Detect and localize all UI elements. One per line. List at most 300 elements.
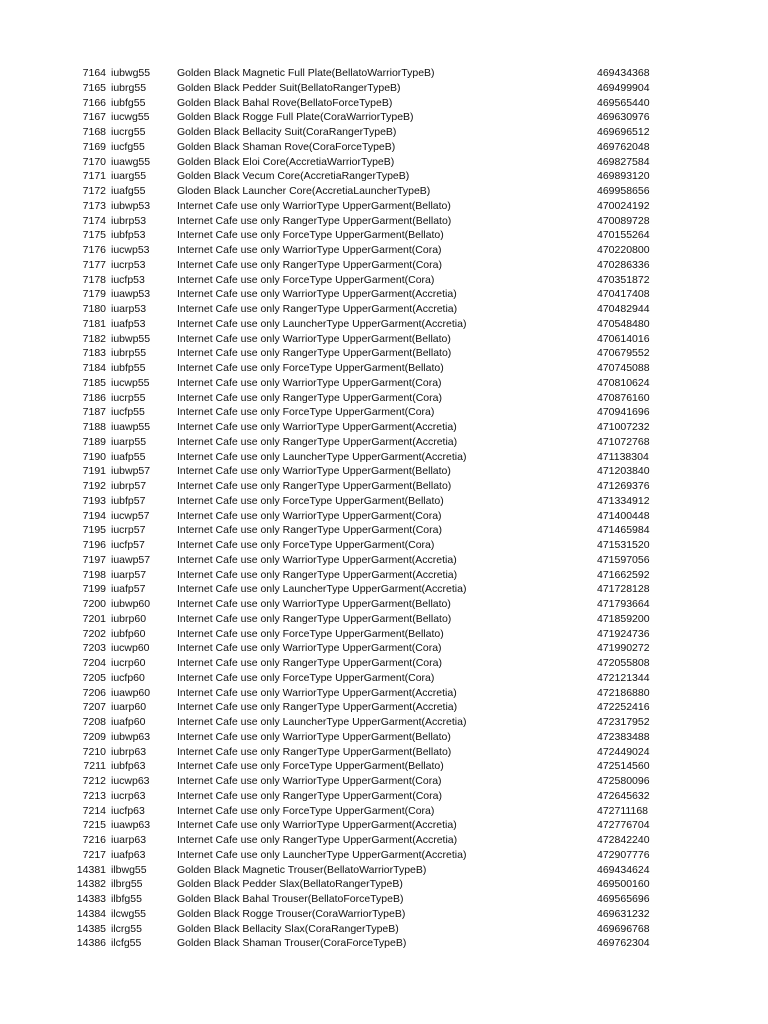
item-value: 472776704: [597, 819, 650, 832]
item-description: Internet Cafe use only WarriorType UpperGarment(Cora): [177, 509, 442, 522]
item-code: iubwp63: [111, 730, 151, 743]
row-number: 7179: [82, 288, 106, 301]
item-value: 470679552: [597, 347, 650, 360]
item-code: iubfp60: [111, 627, 146, 640]
item-description: Internet Cafe use only RangerType UpperGarment(Cora): [177, 657, 442, 669]
table-row: [0, 568, 768, 583]
item-description: Internet Cafe use only RangerType UpperGarment(Accretia): [177, 701, 458, 714]
item-code: iuarg55: [111, 170, 147, 183]
item-code: iucfg55: [111, 140, 145, 153]
item-value: 471203840: [597, 465, 650, 478]
table-row: [0, 243, 768, 258]
item-table: [0, 66, 768, 951]
table-row: [0, 936, 768, 951]
item-value: 469958656: [597, 185, 650, 197]
table-row: [0, 420, 768, 435]
table-row: [0, 715, 768, 730]
item-description: Internet Cafe use only LauncherType UpperGarment(Accretia): [177, 716, 467, 728]
row-number: 14385: [76, 922, 106, 935]
table-row: [0, 332, 768, 347]
row-number: 14384: [76, 907, 106, 920]
item-description: Golden Black Shaman Rove(CoraForceTypeB): [177, 140, 396, 153]
item-description: Internet Cafe use only WarriorType UpperGarment(Accretia): [177, 686, 457, 699]
item-value: 470876160: [597, 391, 650, 404]
item-value: 472186880: [597, 686, 650, 699]
item-value: 472514560: [597, 760, 650, 773]
row-number: 7191: [82, 465, 106, 478]
table-row: [0, 848, 768, 863]
table-row: [0, 774, 768, 789]
item-value: 472842240: [597, 834, 650, 846]
item-value: 469434624: [597, 863, 650, 876]
table-row: [0, 759, 768, 774]
item-code: iubwp57: [111, 465, 151, 478]
row-number: 7172: [82, 185, 106, 197]
table-row: [0, 96, 768, 111]
table-row: [0, 273, 768, 288]
item-description: Golden Black Shaman Trouser(CoraForceTypeB): [177, 937, 407, 950]
row-number: 7185: [82, 376, 106, 389]
item-code: iuafp63: [111, 848, 146, 861]
table-row: [0, 361, 768, 376]
table-row: [0, 877, 768, 892]
item-value: 472907776: [597, 848, 650, 861]
item-code: iuawp53: [111, 288, 151, 301]
table-row: [0, 922, 768, 937]
row-number: 7204: [82, 657, 106, 669]
table-row: [0, 140, 768, 155]
item-value: 472580096: [597, 775, 650, 787]
item-code: iuarp63: [111, 834, 147, 846]
item-code: iucwp63: [111, 775, 150, 787]
row-number: 7198: [82, 568, 106, 581]
table-row: [0, 612, 768, 627]
item-code: iuafp53: [111, 317, 146, 330]
row-number: 7181: [82, 317, 106, 330]
item-description: Internet Cafe use only RangerType UpperGarment(Bellato): [177, 214, 452, 227]
item-value: 470417408: [597, 288, 650, 301]
item-value: 469762304: [597, 937, 650, 950]
item-code: iuafp57: [111, 583, 146, 596]
item-description: Internet Cafe use only RangerType UpperGarment(Bellato): [177, 480, 452, 492]
item-value: 472645632: [597, 789, 650, 802]
item-code: iuarp60: [111, 701, 147, 714]
item-code: iuawp57: [111, 553, 151, 566]
row-number: 14383: [76, 893, 106, 905]
item-code: iuafp55: [111, 450, 146, 463]
table-row: [0, 627, 768, 642]
row-number: 7210: [82, 745, 106, 758]
item-value: 471465984: [597, 524, 650, 537]
item-code: iuarp55: [111, 435, 147, 448]
row-number: 7189: [82, 435, 106, 448]
item-code: iubfp63: [111, 760, 146, 773]
item-code: iubwg55: [111, 67, 151, 79]
row-number: 7207: [82, 701, 106, 714]
row-number: 7199: [82, 583, 106, 596]
item-description: Internet Cafe use only LauncherType UpperGarment(Accretia): [177, 583, 467, 596]
item-description: Internet Cafe use only RangerType UpperGarment(Accretia): [177, 568, 458, 581]
item-value: 471138304: [597, 450, 649, 463]
item-description: Internet Cafe use only WarriorType UpperGarment(Bellato): [177, 730, 451, 743]
item-description: Golden Black Bellacity Suit(CoraRangerTypeB): [177, 126, 397, 138]
row-number: 7197: [82, 553, 106, 566]
row-number: 7202: [82, 627, 106, 640]
table-row: [0, 155, 768, 170]
row-number: 7211: [83, 760, 106, 773]
item-description: Golden Black Pedder Suit(BellatoRangerTypeB): [177, 81, 401, 94]
row-number: 7195: [82, 524, 106, 537]
table-row: [0, 892, 768, 907]
row-number: 7205: [82, 671, 106, 684]
item-value: 469827584: [597, 155, 650, 168]
row-number: 7175: [82, 229, 106, 242]
item-code: iucrp53: [111, 258, 146, 271]
table-row: [0, 804, 768, 819]
item-code: iucwp57: [111, 509, 150, 522]
table-row: [0, 479, 768, 494]
row-number: 7190: [82, 450, 106, 463]
item-description: Internet Cafe use only LauncherType UpperGarment(Accretia): [177, 450, 467, 463]
row-number: 7173: [82, 199, 106, 212]
table-row: [0, 346, 768, 361]
item-description: Golden Black Bellacity Slax(CoraRangerTypeB): [177, 922, 399, 935]
item-description: Internet Cafe use only WarriorType UpperGarment(Cora): [177, 244, 442, 256]
item-code: iuarp53: [111, 303, 147, 315]
row-number: 7171: [82, 170, 106, 183]
table-row: [0, 686, 768, 701]
item-value: 471400448: [597, 509, 650, 522]
item-code: iucwp53: [111, 244, 150, 256]
row-number: 7174: [82, 214, 106, 227]
item-value: 470941696: [597, 406, 650, 419]
item-code: iuawp60: [111, 686, 151, 699]
item-value: 469434368: [597, 67, 650, 79]
item-value: 472711168: [597, 804, 648, 817]
item-description: Internet Cafe use only RangerType UpperGarment(Cora): [177, 789, 442, 802]
item-code: iubwp60: [111, 598, 151, 610]
table-row: [0, 789, 768, 804]
item-value: 469565696: [597, 893, 650, 905]
row-number: 7170: [82, 155, 106, 168]
item-description: Internet Cafe use only ForceType UpperGarment(Cora): [177, 671, 435, 684]
item-description: Internet Cafe use only WarriorType UpperGarment(Cora): [177, 775, 442, 787]
row-number: 7212: [82, 775, 106, 787]
table-row: [0, 907, 768, 922]
row-number: 7206: [82, 686, 106, 699]
item-value: 471924736: [597, 627, 650, 640]
table-row: [0, 597, 768, 612]
item-value: 470089728: [597, 214, 650, 227]
item-value: 469499904: [597, 81, 650, 94]
item-description: Internet Cafe use only WarriorType UpperGarment(Bellato): [177, 598, 451, 610]
item-description: Internet Cafe use only ForceType UpperGarment(Bellato): [177, 362, 444, 374]
item-code: iubrp55: [111, 347, 147, 360]
item-description: Internet Cafe use only RangerType UpperGarment(Bellato): [177, 347, 452, 360]
item-description: Internet Cafe use only WarriorType UpperGarment(Accretia): [177, 421, 457, 433]
item-value: 469696512: [597, 126, 650, 138]
table-row: [0, 494, 768, 509]
item-value: 470745088: [597, 362, 650, 374]
item-value: 471531520: [597, 539, 650, 551]
item-value: 471728128: [597, 583, 650, 596]
table-row: [0, 863, 768, 878]
item-code: iubfp53: [111, 229, 146, 242]
row-number: 14382: [76, 878, 106, 891]
item-code: iucwp55: [111, 376, 150, 389]
table-row: [0, 391, 768, 406]
item-description: Internet Cafe use only WarriorType UpperGarment(Accretia): [177, 288, 457, 301]
table-row: [0, 228, 768, 243]
item-value: 470351872: [597, 273, 650, 286]
row-number: 7180: [82, 303, 106, 315]
item-description: Internet Cafe use only LauncherType UpperGarment(Accretia): [177, 317, 467, 330]
item-description: Golden Black Rogge Full Plate(CoraWarriorTypeB): [177, 111, 414, 124]
item-code: ilcfg55: [111, 937, 142, 950]
table-row: [0, 287, 768, 302]
row-number: 14381: [76, 863, 106, 876]
item-value: 472121344: [597, 671, 650, 684]
item-code: ilcrg55: [111, 922, 142, 935]
item-code: iuarp57: [111, 568, 147, 581]
item-value: 471859200: [597, 612, 650, 625]
row-number: 7165: [82, 81, 106, 94]
table-row: [0, 184, 768, 199]
row-number: 7168: [82, 126, 106, 138]
item-value: 471334912: [597, 494, 650, 507]
table-row: [0, 523, 768, 538]
item-value: 470614016: [597, 332, 650, 345]
item-value: 469630976: [597, 111, 650, 124]
table-row: [0, 509, 768, 524]
item-description: Internet Cafe use only WarriorType UpperGarment(Accretia): [177, 553, 457, 566]
row-number: 7201: [82, 612, 106, 625]
item-value: 470482944: [597, 303, 650, 315]
item-code: ilcwg55: [111, 907, 147, 920]
row-number: 7184: [82, 362, 106, 374]
row-number: 7188: [82, 421, 106, 433]
item-value: 471597056: [597, 553, 650, 566]
row-number: 7166: [82, 96, 106, 109]
item-description: Internet Cafe use only WarriorType UpperGarment(Accretia): [177, 819, 457, 832]
row-number: 7187: [82, 406, 106, 419]
item-description: Internet Cafe use only ForceType UpperGarment(Bellato): [177, 229, 444, 242]
item-code: iuafg55: [111, 185, 146, 197]
item-value: 471990272: [597, 642, 650, 655]
item-description: Golden Black Rogge Trouser(CoraWarriorTypeB): [177, 907, 406, 920]
item-description: Internet Cafe use only ForceType UpperGarment(Cora): [177, 539, 435, 551]
item-description: Internet Cafe use only RangerType UpperGarment(Accretia): [177, 435, 458, 448]
item-value: 469631232: [597, 907, 650, 920]
item-code: iuafp60: [111, 716, 146, 728]
item-value: 472252416: [597, 701, 650, 714]
row-number: 7217: [82, 848, 106, 861]
item-description: Internet Cafe use only ForceType UpperGarment(Bellato): [177, 627, 444, 640]
row-number: 7208: [82, 716, 106, 728]
item-code: iubrp60: [111, 612, 147, 625]
item-code: iubrp53: [111, 214, 147, 227]
item-description: Internet Cafe use only ForceType UpperGarment(Bellato): [177, 760, 444, 773]
item-description: Internet Cafe use only WarriorType UpperGarment(Cora): [177, 376, 442, 389]
item-value: 470286336: [597, 258, 650, 271]
table-row: [0, 700, 768, 715]
row-number: 7169: [82, 140, 106, 153]
item-value: 471007232: [597, 421, 650, 433]
item-description: Internet Cafe use only RangerType UpperGarment(Cora): [177, 258, 442, 271]
item-value: 470024192: [597, 199, 650, 212]
row-number: 7215: [82, 819, 106, 832]
table-row: [0, 435, 768, 450]
item-value: 470155264: [597, 229, 650, 242]
item-description: Internet Cafe use only RangerType UpperGarment(Bellato): [177, 745, 452, 758]
row-number: 7182: [82, 332, 106, 345]
row-number: 7193: [82, 494, 106, 507]
item-description: Internet Cafe use only ForceType UpperGarment(Bellato): [177, 494, 444, 507]
table-row: [0, 214, 768, 229]
item-code: iubfp55: [111, 362, 146, 374]
item-value: 472055808: [597, 657, 650, 669]
row-number: 7194: [82, 509, 106, 522]
table-row: [0, 110, 768, 125]
item-code: iucrp60: [111, 657, 146, 669]
table-row: [0, 818, 768, 833]
row-number: 7176: [82, 244, 106, 256]
table-row: [0, 199, 768, 214]
table-row: [0, 302, 768, 317]
row-number: 7192: [82, 480, 106, 492]
table-row: [0, 833, 768, 848]
table-row: [0, 671, 768, 686]
item-value: 469500160: [597, 878, 650, 891]
item-value: 470220800: [597, 244, 650, 256]
item-description: Internet Cafe use only WarriorType UpperGarment(Cora): [177, 642, 442, 655]
item-description: Internet Cafe use only RangerType UpperGarment(Cora): [177, 391, 442, 404]
table-row: [0, 405, 768, 420]
table-row: [0, 450, 768, 465]
item-code: iucfp60: [111, 671, 145, 684]
row-number: 7164: [82, 67, 106, 79]
item-code: ilbwg55: [111, 863, 147, 876]
table-row: [0, 553, 768, 568]
row-number: 7186: [82, 391, 106, 404]
item-value: 469696768: [597, 922, 650, 935]
item-code: iucfp63: [111, 804, 145, 817]
item-value: 469762048: [597, 140, 650, 153]
item-code: iucfp55: [111, 406, 145, 419]
item-description: Internet Cafe use only WarriorType UpperGarment(Bellato): [177, 199, 451, 212]
row-number: 7209: [82, 730, 106, 743]
item-code: iubwp53: [111, 199, 151, 212]
item-code: iucfp57: [111, 539, 145, 551]
row-number: 7203: [82, 642, 106, 655]
table-row: [0, 317, 768, 332]
item-value: 470810624: [597, 376, 650, 389]
item-code: iucrp63: [111, 789, 146, 802]
item-description: Golden Black Magnetic Full Plate(BellatoWarriorTypeB): [177, 67, 435, 79]
item-value: 472383488: [597, 730, 650, 743]
row-number: 7167: [82, 111, 106, 124]
item-code: iucwg55: [111, 111, 150, 124]
row-number: 7178: [82, 273, 106, 286]
item-code: iubfg55: [111, 96, 146, 109]
item-description: Golden Black Magnetic Trouser(BellatoWarriorTypeB): [177, 863, 427, 876]
row-number: 7216: [82, 834, 106, 846]
item-description: Golden Black Eloi Core(AccretiaWarriorTypeB): [177, 155, 395, 168]
item-description: Internet Cafe use only RangerType UpperGarment(Cora): [177, 524, 442, 537]
item-description: Internet Cafe use only LauncherType UpperGarment(Accretia): [177, 848, 467, 861]
item-code: iubrg55: [111, 81, 147, 94]
item-code: iubrp57: [111, 480, 147, 492]
row-number: 14386: [76, 937, 106, 950]
item-value: 471793664: [597, 598, 650, 610]
item-code: iucfp53: [111, 273, 145, 286]
row-number: 7214: [82, 804, 106, 817]
item-description: Internet Cafe use only ForceType UpperGarment(Cora): [177, 406, 435, 419]
item-description: Internet Cafe use only RangerType UpperGarment(Bellato): [177, 612, 452, 625]
item-code: iubwp55: [111, 332, 151, 345]
item-code: iucrg55: [111, 126, 146, 138]
item-code: ilbrg55: [111, 878, 143, 891]
row-number: 7196: [82, 539, 106, 551]
table-row: [0, 656, 768, 671]
row-number: 7177: [82, 258, 106, 271]
row-number: 7213: [82, 789, 106, 802]
item-code: iuawp55: [111, 421, 151, 433]
table-row: [0, 125, 768, 140]
item-value: 471072768: [597, 435, 650, 448]
table-row: [0, 66, 768, 81]
item-description: Internet Cafe use only RangerType UpperGarment(Accretia): [177, 303, 458, 315]
item-description: Golden Black Bahal Rove(BellatoForceTypeB): [177, 96, 393, 109]
table-row: [0, 745, 768, 760]
item-description: Internet Cafe use only WarriorType UpperGarment(Bellato): [177, 332, 451, 345]
row-number: 7183: [82, 347, 106, 360]
table-row: [0, 258, 768, 273]
item-description: Internet Cafe use only ForceType UpperGarment(Cora): [177, 273, 435, 286]
item-description: Golden Black Bahal Trouser(BellatoForceTypeB): [177, 893, 404, 905]
table-row: [0, 376, 768, 391]
item-code: iucrp55: [111, 391, 146, 404]
item-code: iubfp57: [111, 494, 146, 507]
item-description: Internet Cafe use only RangerType UpperGarment(Accretia): [177, 834, 458, 846]
item-value: 469565440: [597, 96, 650, 109]
item-description: Golden Black Vecum Core(AccretiaRangerTypeB): [177, 170, 410, 183]
item-description: Internet Cafe use only WarriorType UpperGarment(Bellato): [177, 465, 451, 478]
item-value: 471269376: [597, 480, 650, 492]
item-code: iucwp60: [111, 642, 150, 655]
item-value: 472449024: [597, 745, 650, 758]
table-row: [0, 582, 768, 597]
item-description: Golden Black Pedder Slax(BellatoRangerTypeB): [177, 878, 403, 891]
table-row: [0, 464, 768, 479]
table-row: [0, 169, 768, 184]
item-value: 471662592: [597, 568, 650, 581]
item-description: Gloden Black Launcher Core(AccretiaLauncherTypeB): [177, 185, 431, 197]
item-value: 470548480: [597, 317, 650, 330]
item-code: iuawp63: [111, 819, 151, 832]
table-row: [0, 641, 768, 656]
row-number: 7200: [82, 598, 106, 610]
item-description: Internet Cafe use only ForceType UpperGarment(Cora): [177, 804, 435, 817]
item-value: 472317952: [597, 716, 650, 728]
item-code: ilbfg55: [111, 893, 142, 905]
table-row: [0, 730, 768, 745]
item-code: iucrp57: [111, 524, 146, 537]
item-code: iuawg55: [111, 155, 151, 168]
item-value: 469893120: [597, 170, 650, 183]
table-row: [0, 81, 768, 96]
table-row: [0, 538, 768, 553]
